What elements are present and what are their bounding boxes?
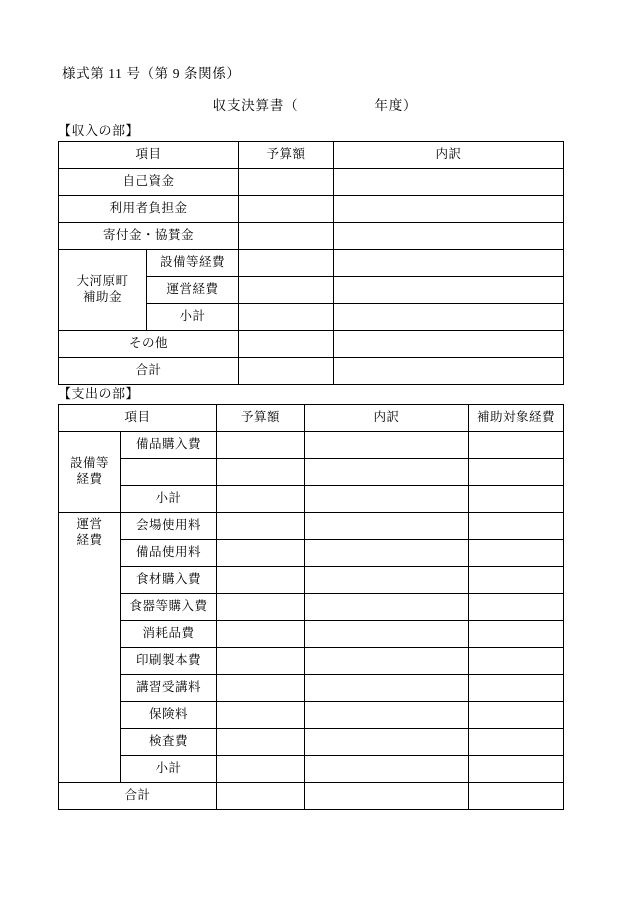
expense-item-label: 印刷製本費 [121,648,217,675]
expense-item-label: 消耗品費 [121,621,217,648]
table-row [59,648,564,675]
income-header-item: 項目 [59,142,239,169]
expense-breakdown-cell[interactable] [305,675,469,702]
income-breakdown-cell[interactable] [334,169,564,196]
expense-subsidized-cell[interactable] [469,594,564,621]
income-budget-cell[interactable] [239,250,334,277]
table-header-row [59,405,564,432]
expense-item-label: 備品購入費 [121,432,217,459]
table-row [59,675,564,702]
table-row [59,358,564,385]
expense-budget-cell[interactable] [217,756,305,783]
income-section-label: 【収入の部】 [58,123,140,138]
income-breakdown-cell[interactable] [334,250,564,277]
income-item-label: 小計 [147,304,239,331]
expense-subsidized-cell[interactable] [469,567,564,594]
table-header-row [59,142,564,169]
table-row [59,783,564,810]
page-title-right: 年度） [374,98,418,113]
expense-breakdown-cell[interactable] [305,459,469,486]
table-row [59,567,564,594]
income-item-label: 寄付金・協賛金 [59,223,239,250]
table-row [59,756,564,783]
income-budget-cell[interactable] [239,169,334,196]
expense-total-breakdown-cell[interactable] [305,783,469,810]
table-row [59,702,564,729]
expense-table [58,404,564,810]
expense-subsidized-cell[interactable] [469,675,564,702]
equipment-group-label-line1: 設備等 [69,456,109,471]
table-row [59,331,564,358]
table-row [59,223,564,250]
income-budget-cell[interactable] [239,223,334,250]
expense-header-breakdown: 内訳 [305,405,469,432]
equipment-group-label-line2: 経費 [76,472,103,486]
table-row [59,250,564,277]
expense-header-budget: 予算額 [217,405,305,432]
expense-total-label: 合計 [59,783,217,810]
expense-breakdown-cell[interactable] [305,432,469,459]
expense-budget-cell[interactable] [217,513,305,540]
income-budget-cell[interactable] [239,277,334,304]
expense-budget-cell[interactable] [217,702,305,729]
expense-budget-cell[interactable] [217,459,305,486]
page-title [0,94,630,114]
income-total-label: 合計 [59,358,239,385]
expense-budget-cell[interactable] [217,675,305,702]
expense-budget-cell[interactable] [217,729,305,756]
equipment-group-label [59,432,121,513]
table-row [59,486,564,513]
expense-budget-cell[interactable] [217,567,305,594]
expense-subsidized-cell[interactable] [469,486,564,513]
income-header-budget: 予算額 [239,142,334,169]
table-row [59,729,564,756]
form-number: 様式第 11 号（第 9 条関係） [62,66,241,81]
table-row [59,594,564,621]
income-item-label: 自己資金 [59,169,239,196]
table-row [59,621,564,648]
expense-subsidized-cell[interactable] [469,540,564,567]
table-row [59,459,564,486]
expense-breakdown-cell[interactable] [305,729,469,756]
expense-item-label: 備品使用料 [121,540,217,567]
expense-breakdown-cell[interactable] [305,702,469,729]
subsidy-group-label-line2: 補助金 [82,290,122,304]
expense-item-label: 保険料 [121,702,217,729]
expense-subsidized-cell[interactable] [469,513,564,540]
expense-subsidized-cell[interactable] [469,621,564,648]
expense-budget-cell[interactable] [217,648,305,675]
expense-section-label: 【支出の部】 [58,386,140,401]
expense-breakdown-cell[interactable] [305,486,469,513]
operation-group-label-line1: 運営 [76,517,103,531]
table-row [59,432,564,459]
page-title-left: 収支決算書（ [212,98,299,113]
income-breakdown-cell[interactable] [334,331,564,358]
expense-breakdown-cell[interactable] [305,648,469,675]
expense-item-label: 小計 [121,486,217,513]
expense-header-subsidized: 補助対象経費 [469,405,564,432]
income-budget-cell[interactable] [239,304,334,331]
expense-item-label: 会場使用料 [121,513,217,540]
expense-breakdown-cell[interactable] [305,594,469,621]
expense-total-subsidized-cell[interactable] [469,783,564,810]
expense-total-budget-cell[interactable] [217,783,305,810]
income-breakdown-cell[interactable] [334,223,564,250]
expense-breakdown-cell[interactable] [305,621,469,648]
income-table [58,141,564,385]
expense-breakdown-cell[interactable] [305,756,469,783]
income-item-label: 設備等経費 [147,250,239,277]
expense-item-label: 食器等購入費 [121,594,217,621]
expense-breakdown-cell[interactable] [305,540,469,567]
expense-item-label: 食材購入費 [121,567,217,594]
operation-group-label-line2: 経費 [76,532,103,547]
income-budget-cell[interactable] [239,196,334,223]
income-header-breakdown: 内訳 [334,142,564,169]
table-row [59,169,564,196]
expense-header-item: 項目 [59,405,217,432]
expense-subsidized-cell[interactable] [469,648,564,675]
income-breakdown-cell[interactable] [334,277,564,304]
income-item-label: 利用者負担金 [59,196,239,223]
expense-breakdown-cell[interactable] [305,567,469,594]
expense-subsidized-cell[interactable] [469,459,564,486]
expense-item-input[interactable] [121,459,217,486]
subsidy-group-label [59,250,147,331]
expense-budget-cell[interactable] [217,486,305,513]
income-item-label: 運営経費 [147,277,239,304]
operation-group-label [59,513,121,783]
expense-item-label: 講習受講料 [121,675,217,702]
table-row [59,196,564,223]
expense-subsidized-cell[interactable] [469,729,564,756]
expense-budget-cell[interactable] [217,432,305,459]
income-budget-cell[interactable] [239,331,334,358]
subsidy-group-label-line1: 大河原町 [76,274,129,289]
expense-breakdown-cell[interactable] [305,513,469,540]
table-row [59,513,564,540]
expense-item-label: 検査費 [121,729,217,756]
expense-subsidized-cell[interactable] [469,702,564,729]
expense-budget-cell[interactable] [217,540,305,567]
income-total-budget-cell[interactable] [239,358,334,385]
expense-item-label: 小計 [121,756,217,783]
expense-budget-cell[interactable] [217,621,305,648]
expense-subsidized-cell[interactable] [469,432,564,459]
income-other-label: その他 [59,331,239,358]
table-row [59,540,564,567]
income-breakdown-cell[interactable] [334,196,564,223]
income-breakdown-cell[interactable] [334,304,564,331]
income-total-breakdown-cell[interactable] [334,358,564,385]
expense-budget-cell[interactable] [217,594,305,621]
expense-subsidized-cell[interactable] [469,756,564,783]
